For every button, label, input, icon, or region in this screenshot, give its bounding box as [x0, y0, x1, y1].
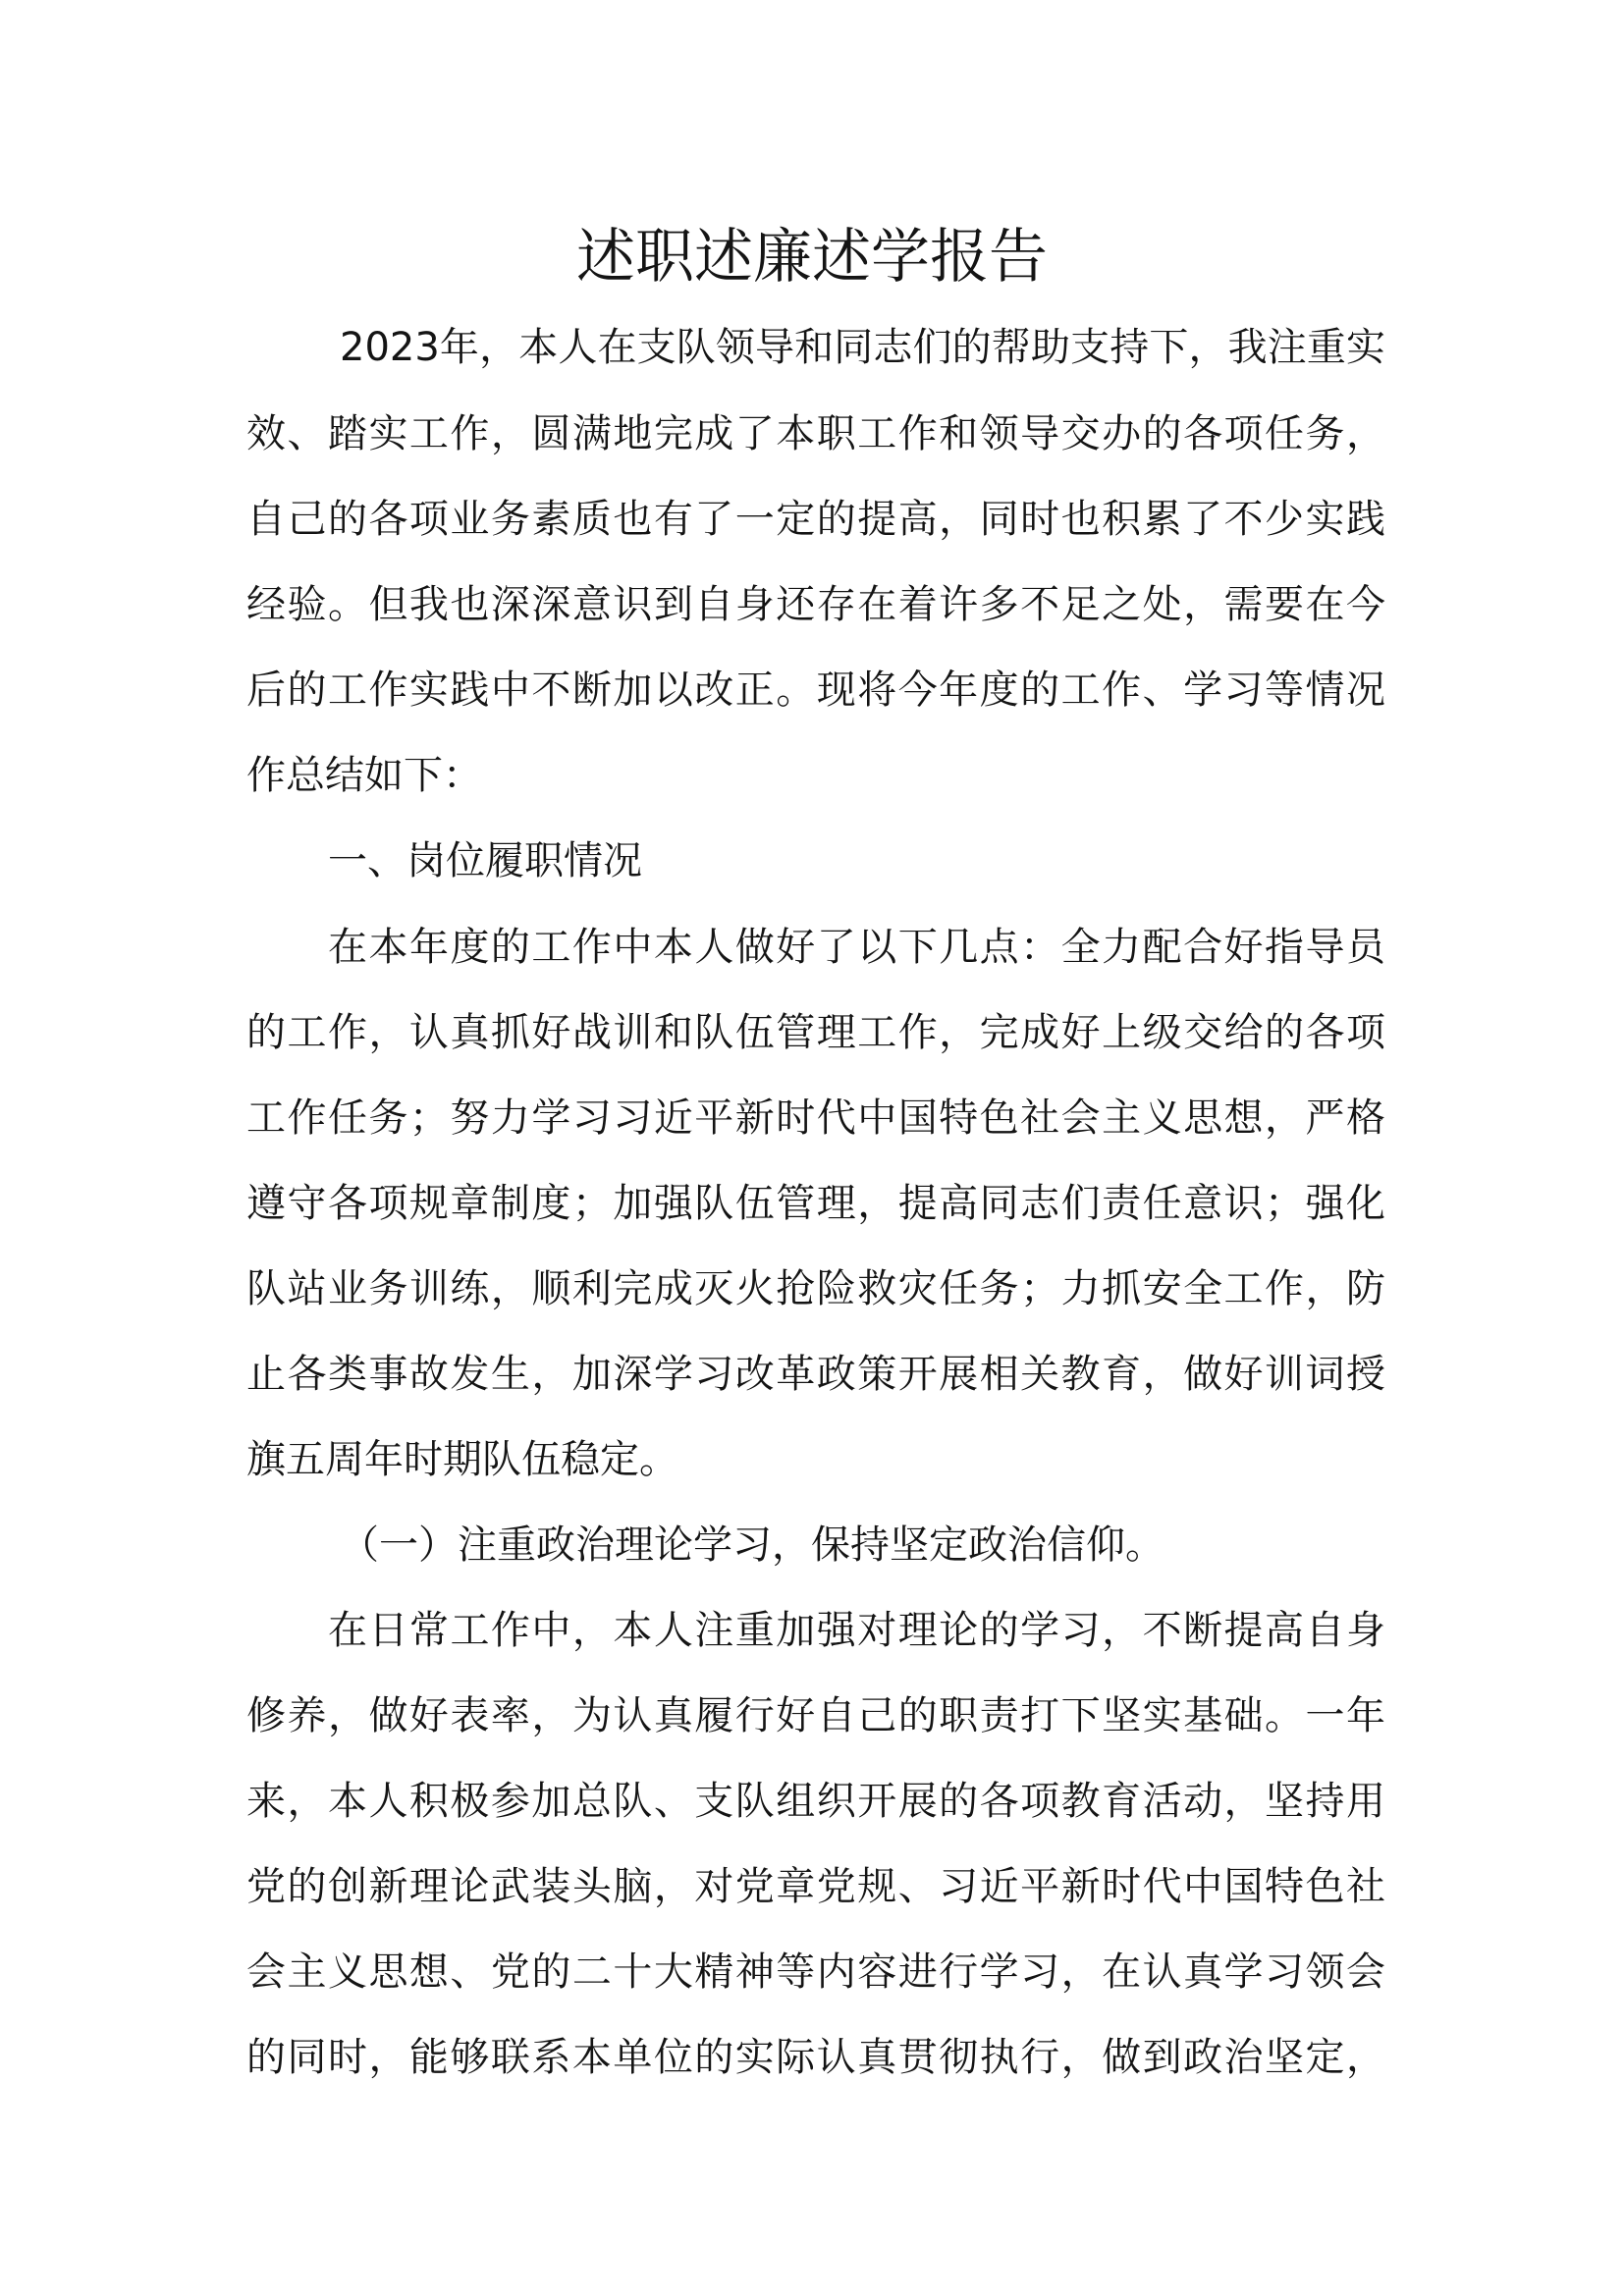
paragraph-line: 来，本人积极参加总队、支队组织开展的各项教育活动，坚持用: [246, 1779, 1385, 1824]
paragraph-line: 的工作，认真抓好战训和队伍管理工作，完成好上级交给的各项: [246, 1010, 1385, 1055]
paragraph-line: 在日常工作中，本人注重加强对理论的学习，不断提高自身: [328, 1608, 1385, 1653]
paragraph-line: 2023年，本人在支队领导和同志们的帮助支持下，我注重实: [340, 325, 1385, 370]
paragraph-line: 队站业务训练，顺利完成灭火抢险救灾任务；力抓安全工作，防: [246, 1266, 1385, 1311]
paragraph-line: 在本年度的工作中本人做好了以下几点：全力配合好指导员: [328, 925, 1385, 970]
paragraph-line: 修养，做好表率，为认真履行好自己的职责打下坚实基础。一年: [246, 1693, 1385, 1738]
paragraph-line: 止各类事故发生，加深学习改革政策开展相关教育，做好训词授: [246, 1352, 1385, 1397]
paragraph-line: 旗五周年时期队伍稳定。: [246, 1437, 678, 1482]
paragraph-line: 后的工作实践中不断加以改正。现将今年度的工作、学习等情况: [246, 667, 1385, 713]
paragraph-line: 工作任务；努力学习习近平新时代中国特色社会主义思想，严格: [246, 1095, 1385, 1141]
paragraph-line: 会主义思想、党的二十大精神等内容进行学习，在认真学习领会: [246, 1949, 1385, 1995]
paragraph-line: 自己的各项业务素质也有了一定的提高，同时也积累了不少实践: [246, 497, 1385, 542]
paragraph-line: 经验。但我也深深意识到自身还存在着许多不足之处，需要在今: [246, 582, 1385, 627]
paragraph-line: 党的创新理论武装头脑，对党章党规、习近平新时代中国特色社: [246, 1864, 1385, 1909]
paragraph-line: 遵守各项规章制度；加强队伍管理，提高同志们责任意识；强化: [246, 1181, 1385, 1226]
paragraph-line: 的同时，能够联系本单位的实际认真贯彻执行，做到政治坚定，: [246, 2035, 1385, 2080]
paragraph-line: 作总结如下：: [246, 753, 482, 798]
paragraph-line: 效、踏实工作，圆满地完成了本职工作和领导交办的各项任务，: [246, 411, 1385, 456]
subsection-heading: （一）注重政治理论学习，保持坚定政治信仰。: [340, 1522, 1164, 1568]
section-heading: 一、岗位履职情况: [328, 838, 642, 883]
document-title: 述职述廉述学报告: [576, 223, 1048, 292]
